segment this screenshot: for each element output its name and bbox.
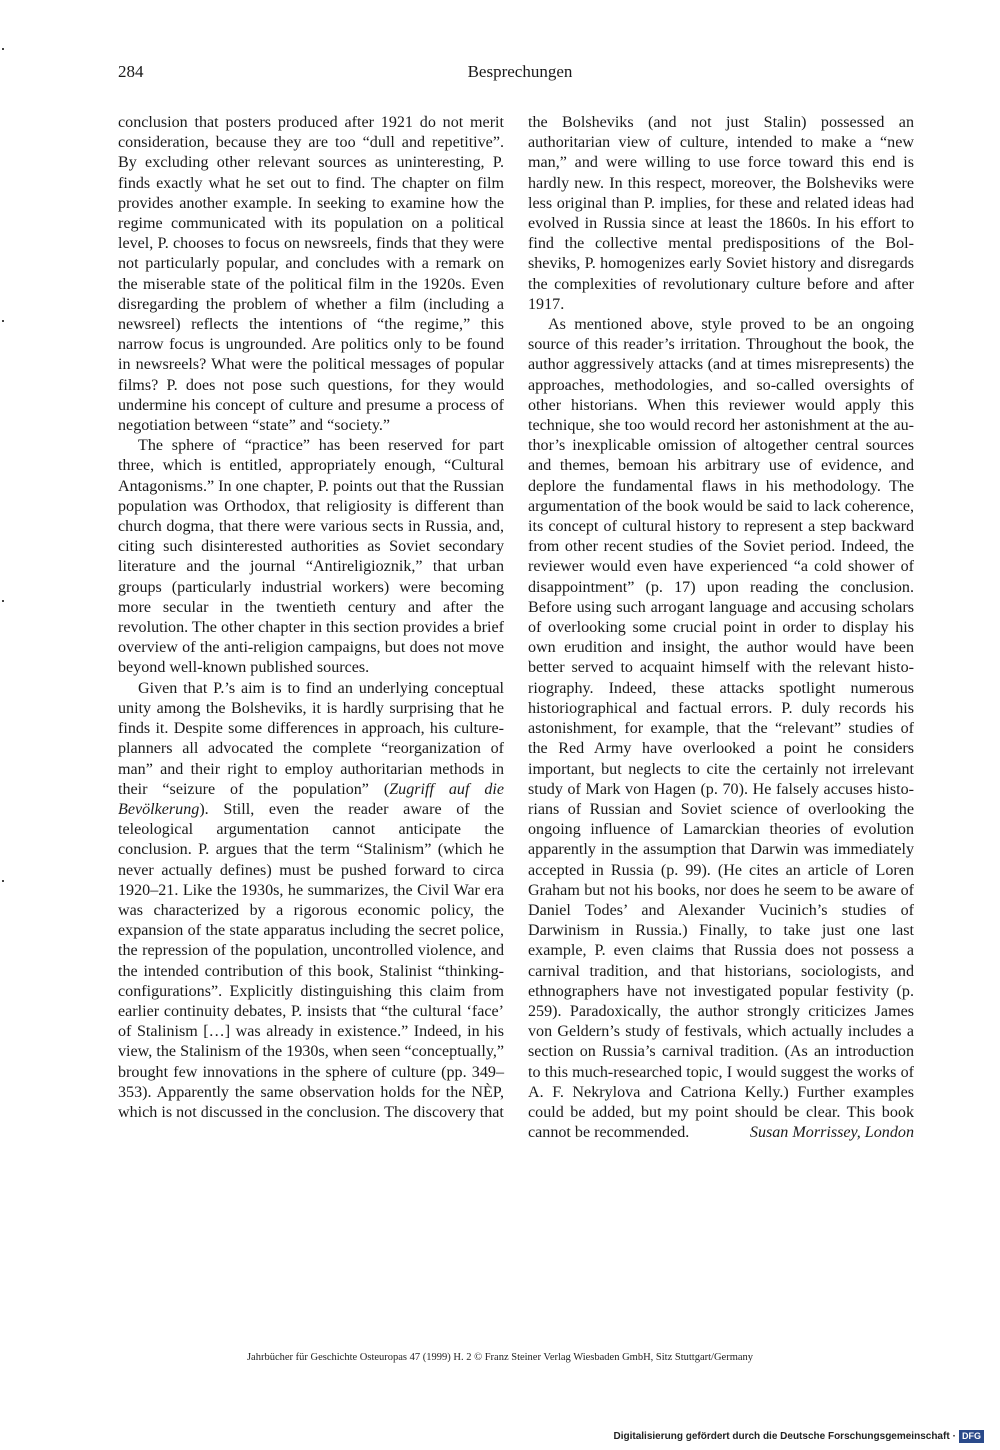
- digitization-notice: [613, 1430, 984, 1443]
- paragraph: [118, 679, 504, 1123]
- reviewer-signature: Susan Morrissey, London: [749, 1124, 914, 1142]
- text-run: As mentioned above, style proved to be an ongoing source of this reader’s irritation. Throughout the book, the author aggressively attacks (and at times misrepresents) the approaches, methodologies, and so-called oversights of other historians. When this reviewer would apply this technique, she too would record her astonishment at the author’s inexplicable omission of altogether central sources and themes, bemoan his arbitrary use of evidence, and deplore the fundamental flaws in his methodology. The argumentation of the book would be said to lack coherence, its concept of cultural history to represent a step backward from other recent studies of the Soviet period. Indeed, the reviewer would even have experienced “a cold shower of disappointment” (p. 17) upon reading the conclusion. Before using such arrogant language and accusing scholars of overlooking some crucial point in order to display his own erudition and insight, the author would have been better served to acquaint himself with the relevant historiography. Indeed, these attacks spotlight numerous historiographical and factual errors. P. duly records his astonishment, for example, that the “relevant” studies of the Red Army have overlooked a point he considers important, but neglects to cite the certainly not irrelevant study of Mark von Hagen (p. 70). He falsely accuses historians of Russian and Soviet science of overlooking the ongoing influence of Lamarckian theories of evolution apparently in the assumption that Darwin was immediately accepted in Russia (p. 99). (He cites an article of Loren Graham but not his books, nor does he seem to be aware of Daniel Todes’ and Alexander Vucinich’s studies of Darwinism in Russia.) Finally, to take just one last example, P. even claims that Russia does not possess a carnival tradition, and that historians, sociologists, and ethnographers have not investigated popular festivity (p. 259). Paradoxically, the author strongly criticizes James von Geldern’s study of festivals, which actually includes a section on Russia’s carnival tradition. (As an introduction to this much-researched topic, I would suggest the works of A. F. Nekrylova and Catriona Kelly.) Further examples could be added, but my point should be clear. This book cannot be recommended.: [528, 316, 914, 1142]
- running-title: Besprechungen: [467, 62, 573, 81]
- paragraph: the Bolsheviks (and not just Stalin) possessed an authoritarian view of culture, intended to make a “new man,” and were willing to use force toward this end is hardly new. In this respect, moreover, the Bolsheviks were less original than P. implies, for these and related ideas had evolved in Russia since at least the 1860s. In his effort to find the collective mental predispositions of the Bolsheviks, P. homogenizes early Soviet history and disregards the complexities of revolutionary culture before and after 1917.: [528, 114, 914, 313]
- right-column: [528, 113, 914, 1143]
- dfg-notice-text: Digitalisierung gefördert durch die Deutsche Forschungsgemeinschaft: [613, 1431, 950, 1442]
- text-run: Given that P.’s aim is to find an underlying conceptual unity among the Bolsheviks, it is hardly surprising that he finds it. Despite some differences in approach, his culture-planners all advocated the complete “reorganization of man” and their right to employ authoritarian methods in their “seizure of the population” (: [118, 679, 504, 798]
- scan-margin-mark: [2, 320, 4, 322]
- dfg-logo: ·: [952, 1431, 956, 1442]
- paragraph: conclusion that posters produced after 1921 do not merit consideration, because they are too “dull and repetitive”. By excluding other relevant sources as uninteresting, P. finds exactly what he set out to find. The chapter on film provides another example. In seeking to examine how the regime communicated with its population on a political level, P. chooses to focus on newsreels, finds that they were not particularly popular, and concludes with a remark on the miserable state of the political film in the 1920s. Even disregarding the problem of whether a film (including a newsreel) reflects the intentions of “the regime,” this narrow focus is ungrounded. Are politics only to be found in newsreels? What were the political messages of popular films? P. does not pose such questions, for they would undermine his concept of culture and presume a process of negotiation between “state” and “society.”: [118, 114, 504, 435]
- left-column: [118, 113, 504, 1123]
- journal-citation: Jahrbücher für Geschichte Osteuropas 47 (1999) H. 2 © Franz Steiner Verlag Wiesbaden GmbH, Sitz Stuttgart/Germany: [246, 1352, 754, 1363]
- paragraph: [528, 315, 914, 1143]
- page-number: 284: [118, 62, 144, 81]
- scan-margin-mark: [2, 600, 4, 602]
- paragraph: The sphere of “practice” has been reserved for part three, which is entitled, appropriately enough, “Cultural Antagonisms.” In one chapter, P. points out that the Russian population was Orthodox, that religiosity is different than church dogma, that there were various sects in Russia, and, citing such disinterested authorities as Soviet secondary literature and the journal “Antireligioznik,” that urban groups (particularly industrial workers) were becoming more secular in the twentieth century and after the revolution. The other chapter in this section provides a brief overview of the anti-religion campaigns, but does not move beyond well-known published sources.: [118, 437, 504, 677]
- dfg-logo-icon: DFG: [959, 1430, 984, 1443]
- italic-term: Zugriff auf die Bevölkerung: [118, 780, 505, 818]
- text-run: ). Still, even the reader aware of the teleological argumentation cannot anticipate the conclusion. P. argues that the term “Stalinism” (which he never actually defines) must be pushed forward to circa 1920–21. Like the 1930s, he summarizes, the Civil War era was characterized by a rigorous economic policy, the expansion of the state apparatus including the secret police, the repression of the population, uncontrolled violence, and the intended contribution of this book, Stalinist “thinking-configurations”. Explicitly distinguishing this claim from earlier continuity debates, P. insists that “the cultural ‘face’ of Stalinism […] was already in existence.” Indeed, in his view, the Stalinism of the 1930s, when seen “conceptually,” brought few innovations in the sphere of culture (pp. 349–353). Apparently the same observation holds for the NÈP, which is not discussed in the conclusion. The discovery that: [118, 800, 504, 1121]
- scan-margin-mark: [2, 880, 4, 882]
- scan-margin-mark: [2, 48, 4, 50]
